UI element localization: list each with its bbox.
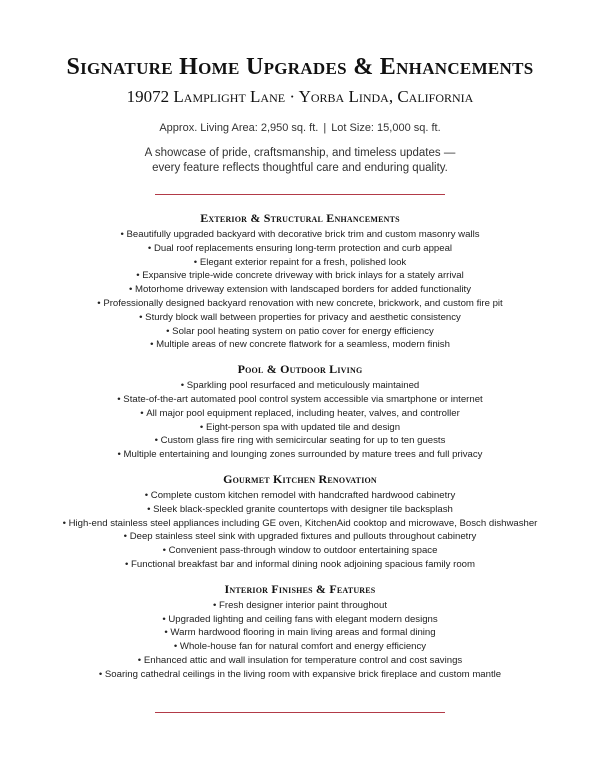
page-title: Signature Home Upgrades & Enhancements: [66, 54, 534, 80]
feature-item: • Motorhome driveway extension with landscaped borders for added functionality: [0, 283, 600, 297]
bottom-divider: [155, 712, 445, 713]
feature-item: • Deep stainless steel sink with upgraded fixtures and pullouts throughout cabinetry: [0, 530, 600, 544]
feature-item: • Solar pool heating system on patio cover for energy efficiency: [0, 325, 600, 339]
property-stats: [0, 121, 600, 135]
feature-item: • Warm hardwood flooring in main living areas and formal dining: [0, 626, 600, 640]
feature-sections: [0, 211, 600, 682]
tagline: [0, 146, 600, 176]
feature-item: • Sparkling pool resurfaced and meticulously maintained: [0, 379, 600, 393]
property-address: 19072 Lamplight Lane · Yorba Linda, California: [126, 87, 474, 106]
feature-item: • Functional breakfast bar and informal dining nook adjoining spacious family room: [0, 558, 600, 572]
tagline-line-2: every feature reflects thoughtful care and enduring quality.: [152, 162, 448, 174]
section-heading: Pool & Outdoor Living: [237, 362, 363, 377]
feature-item: • Professionally designed backyard renovation with new concrete, brickwork, and custom fire pit: [0, 297, 600, 311]
lot-size: Lot Size: 15,000 sq. ft.: [331, 122, 441, 134]
feature-section: [0, 211, 600, 352]
feature-item: • Soaring cathedral ceilings in the living room with expansive brick fireplace and custom mantle: [0, 668, 600, 682]
feature-item: • Sleek black-speckled granite countertops with designer tile backsplash: [0, 503, 600, 517]
feature-item: • Fresh designer interior paint throughout: [0, 599, 600, 613]
feature-item: • Expansive triple-wide concrete driveway with brick inlays for a stately arrival: [0, 269, 600, 283]
feature-item: • Elegant exterior repaint for a fresh, polished look: [0, 256, 600, 270]
feature-item: • Enhanced attic and wall insulation for temperature control and cost savings: [0, 654, 600, 668]
feature-list: [0, 599, 600, 682]
stats-separator: |: [323, 122, 327, 134]
feature-section: [0, 362, 600, 462]
feature-section: [0, 472, 600, 572]
feature-item: • Eight-person spa with updated tile and design: [0, 421, 600, 435]
feature-item: • Convenient pass-through window to outdoor entertaining space: [0, 544, 600, 558]
feature-item: • Whole-house fan for natural comfort and energy efficiency: [0, 640, 600, 654]
feature-item: • Sturdy block wall between properties for privacy and aesthetic consistency: [0, 311, 600, 325]
feature-item: • Beautifully upgraded backyard with decorative brick trim and custom masonry walls: [0, 228, 600, 242]
feature-list: [0, 379, 600, 462]
section-heading: Gourmet Kitchen Renovation: [223, 471, 377, 486]
feature-item: • Complete custom kitchen remodel with handcrafted hardwood cabinetry: [0, 489, 600, 503]
feature-item: • Custom glass fire ring with semicircular seating for up to ten guests: [0, 434, 600, 448]
feature-item: • All major pool equipment replaced, including heater, valves, and controller: [0, 407, 600, 421]
feature-item: • High-end stainless steel appliances including GE oven, KitchenAid cooktop and microwave, Bosch dishwasher: [0, 517, 600, 531]
feature-item: • Multiple entertaining and lounging zones surrounded by mature trees and full privacy: [0, 448, 600, 462]
feature-item: • Dual roof replacements ensuring long-term protection and curb appeal: [0, 242, 600, 256]
feature-section: [0, 582, 600, 682]
feature-list: [0, 489, 600, 572]
living-area: Approx. Living Area: 2,950 sq. ft.: [159, 122, 319, 134]
tagline-line-1: A showcase of pride, craftsmanship, and timeless updates —: [144, 147, 456, 159]
feature-item: • State-of-the-art automated pool control system accessible via smartphone or internet: [0, 393, 600, 407]
feature-list: [0, 228, 600, 352]
section-heading: Exterior & Structural Enhancements: [200, 211, 400, 225]
feature-item: • Upgraded lighting and ceiling fans with elegant modern designs: [0, 613, 600, 627]
top-divider: [155, 194, 445, 195]
feature-item: • Multiple areas of new concrete flatwork for a seamless, modern finish: [0, 338, 600, 352]
section-heading: Interior Finishes & Features: [224, 581, 376, 596]
